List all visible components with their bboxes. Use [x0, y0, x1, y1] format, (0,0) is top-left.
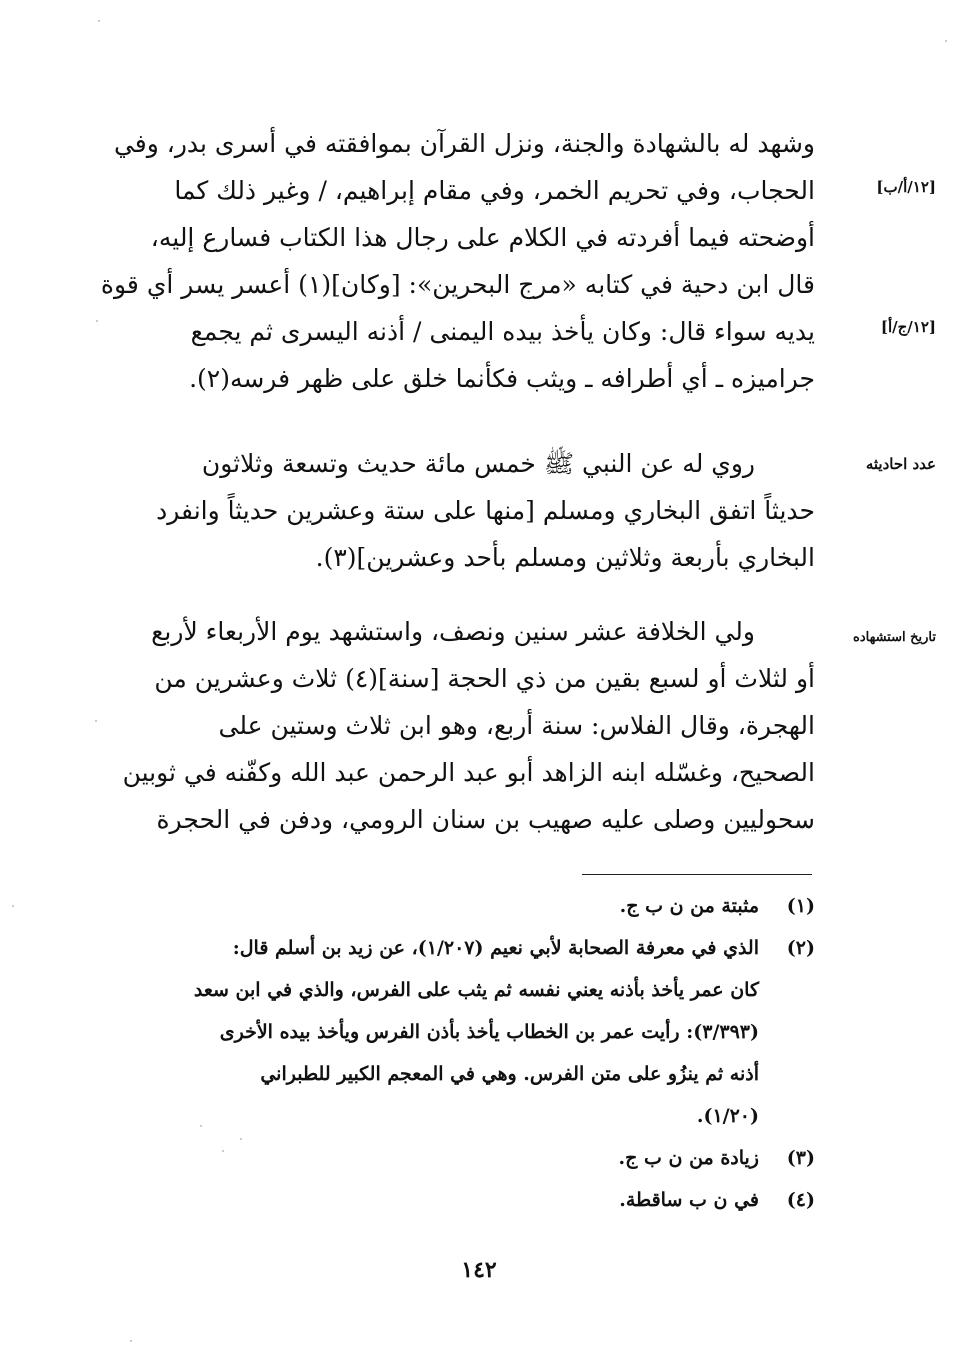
footnote-line: في ن ب ساقطة. [619, 1189, 759, 1211]
footnote-line: (١/٢٠). [696, 1105, 759, 1127]
scan-speckle [200, 1125, 202, 1127]
footnote-line: الذي في معرفة الصحابة لأبي نعيم (١/٢٠٧)، عن زيد بن أسلم قال: [232, 937, 759, 959]
footnote-number: (٢) [786, 937, 815, 959]
body-line: روي له عن النبي ﷺ خمس مائة حديث وتسعة وثلاثون [201, 449, 755, 478]
body-line: حديثاً اتفق البخاري ومسلم [منها على ستة وعشرين حديثاً وانفرد [156, 496, 815, 525]
footnote-line: مثبتة من ن ب ج. [619, 895, 759, 917]
footnote [140, 1137, 815, 1179]
body-line: ولي الخلافة عشر سنين ونصف، واستشهد يوم الأربعاء لأربع [151, 617, 755, 646]
footnote-line: زيادة من ن ب ج. [618, 1147, 759, 1169]
margin-reference: [١٢/ج/أ] [880, 318, 936, 336]
footnote-divider [582, 874, 812, 875]
body-line: يديه سواء قال: وكان يأخذ بيده اليمنى / أذنه اليسرى ثم يجمع [190, 317, 815, 346]
body-line: جراميزه ـ أي أطرافه ـ ويثب فكأنما خلق على ظهر فرسه(٢). [189, 364, 815, 393]
footnote-line: أذنه ثم ينزُو على متن الفرس. وهي في المعجم الكبير للطبراني [260, 1063, 759, 1085]
body-line: وشهد له بالشهادة والجنة، ونزل القرآن بموافقته في أسرى بدر، وفي [113, 129, 815, 158]
scan-speckle [98, 20, 100, 22]
footnote-number: (٣) [786, 1147, 815, 1169]
margin-heading-hadith-count: عدد احاديثه [865, 455, 936, 473]
body-line: البخاري بأربعة وثلاثين ومسلم بأحد وعشرين](٣). [315, 543, 815, 572]
paragraph-1 [100, 120, 815, 402]
body-line: الصحيح، وغسّله ابنه الزاهد أبو عبد الرحمن عبد الله وكفّنه في ثوبين [122, 758, 815, 787]
scan-speckle [240, 1138, 242, 1140]
footnote [140, 885, 815, 927]
scan-speckle [945, 40, 947, 42]
body-line: قال ابن دحية في كتابه «مرج البحرين»: [وكان](١) أعسر يسر أي قوة [100, 270, 815, 299]
page-number: ١٤٢ [461, 1257, 497, 1283]
body-line: أو لثلاث أو لسبع بقين من ذي الحجة [سنة](٤) ثلاث وعشرين من [154, 664, 815, 693]
scan-speckle [130, 1340, 132, 1342]
footnote-line: (٣/٣٩٣): رأيت عمر بن الخطاب يأخذ بأذن الفرس ويأخذ بيده الأخرى [219, 1021, 759, 1043]
body-line: الهجرة، وقال الفلاس: سنة أربع، وهو ابن ثلاث وستين على [218, 711, 815, 740]
scan-speckle [222, 1150, 224, 1152]
footnote [140, 1179, 815, 1221]
footnotes [140, 885, 815, 1221]
body-line: أوضحته فيما أفردته في الكلام على رجال هذا الكتاب فسارع إليه، [150, 223, 815, 252]
scan-speckle [96, 320, 98, 322]
scan-speckle [12, 905, 14, 907]
footnote-number: (١) [786, 895, 815, 917]
footnote-number: (٤) [786, 1189, 815, 1211]
paragraph-3 [122, 608, 815, 843]
footnote-line: كان عمر يأخذ بأذنه يعني نفسه ثم يثب على الفرس، والذي في ابن سعد [193, 979, 759, 1001]
paragraph-2 [140, 440, 815, 581]
footnote [140, 927, 815, 1137]
scan-speckle [95, 720, 97, 722]
margin-reference: [١٢/أ/ب] [876, 178, 936, 196]
margin-heading-martyrdom-date: تاريخ استشهاده [853, 630, 936, 645]
body-line: الحجاب، وفي تحريم الخمر، وفي مقام إبراهيم، / وغير ذلك كما [174, 176, 815, 205]
body-line: سحوليين وصلى عليه صهيب بن سنان الرومي، ودفن في الحجرة [156, 805, 815, 834]
